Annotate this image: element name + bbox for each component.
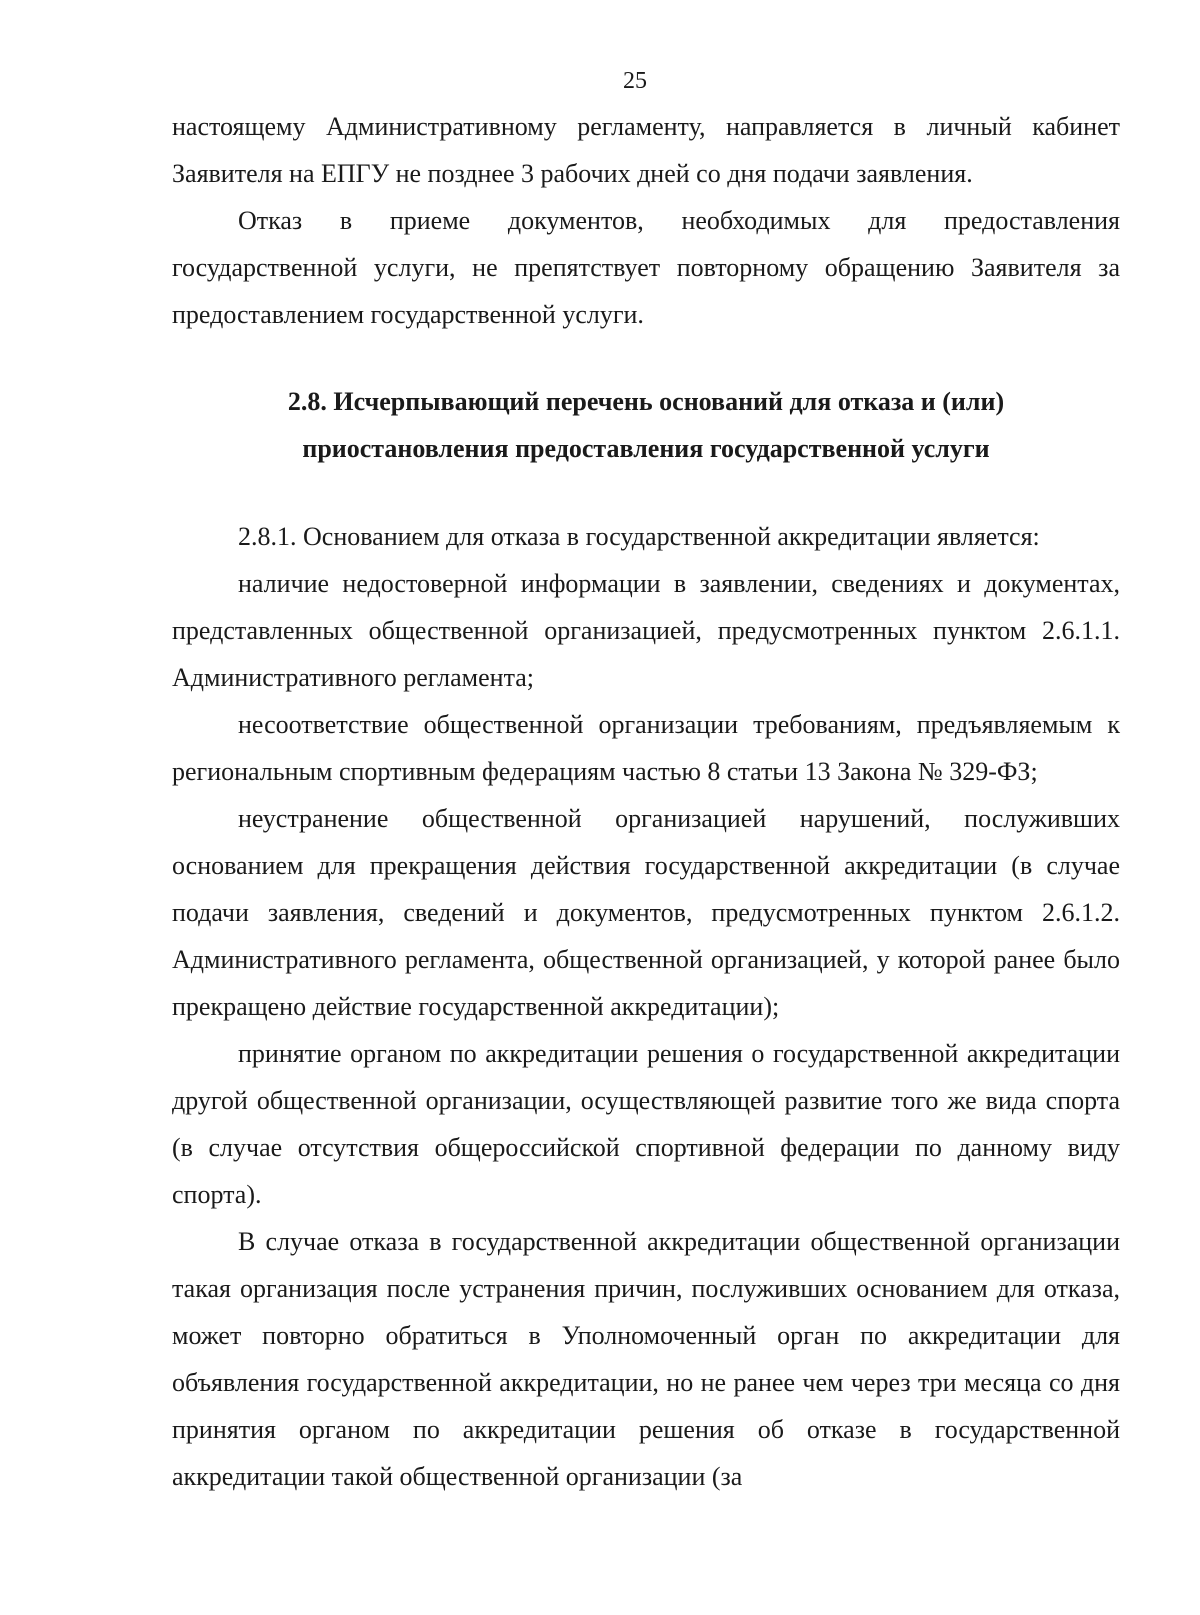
paragraph-ground-false-info: наличие недостоверной информации в заявлении, сведениях и документах, представленных общественной организацией, предусмотренных пунктом 2.6.1.1. Административного регламента; [172, 569, 1120, 692]
paragraph-ground-other-org: принятие органом по аккредитации решения о государственной аккредитации другой общественной организации, осуществляющей развитие того же вида спорта (в случае отсутствия общероссийской спортивной федерации по данному виду спорта). [172, 1039, 1120, 1209]
main-text-block [172, 513, 1120, 1500]
paragraph-reapplication: В случае отказа в государственной аккредитации общественной организации такая организация после устранения причин, послуживших основанием для отказа, может повторно обратиться в Уполномоченный орган по аккредитации для объявления государственной аккредитации, но не ранее чем через три месяца со дня принятия органом по аккредитации решения об отказе в государственной аккредитации такой общественной организации (за [172, 1227, 1120, 1491]
section-heading [172, 378, 1120, 472]
paragraph-2-8-1: 2.8.1. Основанием для отказа в государственной аккредитации является: [238, 522, 1040, 551]
paragraph-refusal-note: Отказ в приеме документов, необходимых для предоставления государственной услуги, не препятствует повторному обращению Заявителя за предоставлением государственной услуги. [172, 206, 1120, 329]
paragraph-ground-violations: неустранение общественной организацией нарушений, послуживших основанием для прекращения действия государственной аккредитации (в случае подачи заявления, сведений и документов, предусмотренных пунктом 2.6.1.2. Административного регламента, общественной организацией, у которой ранее было прекращено действие государственной аккредитации); [172, 804, 1120, 1021]
top-text-block [172, 103, 1120, 338]
section-heading-line-2: приостановления предоставления государственной услуги [302, 434, 990, 463]
paragraph-ground-noncompliance: несоответствие общественной организации требованиям, предъявляемым к региональным спортивным федерациям частью 8 статьи 13 Закона № 329-ФЗ; [172, 710, 1120, 786]
section-heading-line-1: 2.8. Исчерпывающий перечень оснований для отказа и (или) [287, 387, 1005, 416]
page-number: 25 [623, 68, 647, 94]
paragraph-continuation: настоящему Административному регламенту, направляется в личный кабинет Заявителя на ЕПГУ не позднее 3 рабочих дней со дня подачи заявления. [172, 112, 1120, 188]
